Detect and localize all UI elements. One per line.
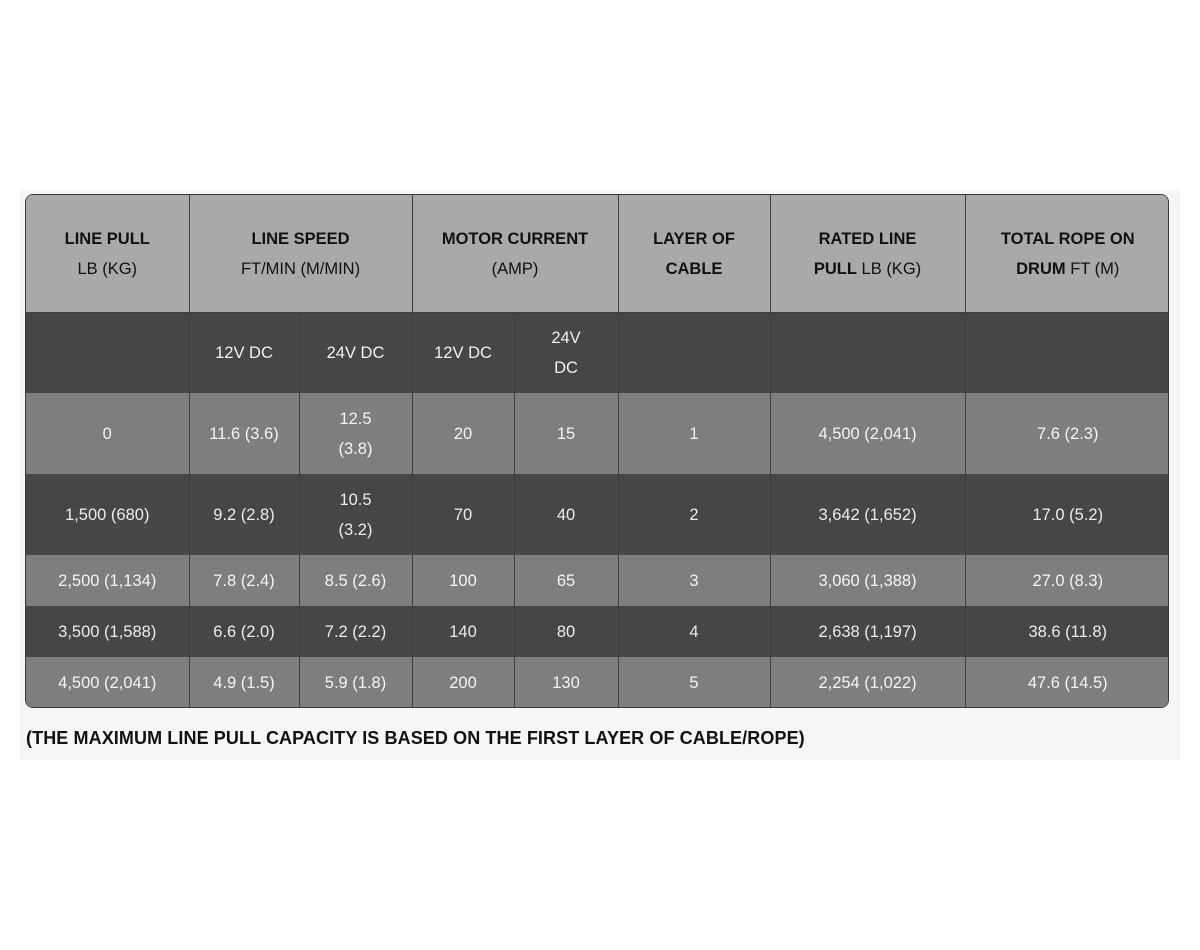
subheader-current-24v: 24V DC <box>514 313 618 394</box>
header-layer-of-cable: LAYER OF CABLE <box>618 195 770 313</box>
cell-layer: 5 <box>618 657 770 708</box>
cell-total-rope: 17.0 (5.2) <box>965 474 1169 555</box>
cell-line-pull: 4,500 (2,041) <box>26 657 189 708</box>
cell-current-24v: 40 <box>514 474 618 555</box>
cell-line-pull: 1,500 (680) <box>26 474 189 555</box>
cell-current-12v: 70 <box>412 474 514 555</box>
cell-line-pull: 0 <box>26 393 189 474</box>
table-row <box>26 474 1169 555</box>
capacity-note: (THE MAXIMUM LINE PULL CAPACITY IS BASED ON THE FIRST LAYER OF CABLE/ROPE) <box>26 728 805 748</box>
cell-current-12v: 20 <box>412 393 514 474</box>
cell-current-24v: 65 <box>514 555 618 606</box>
cell-layer: 2 <box>618 474 770 555</box>
cell-speed-12v: 7.8 (2.4) <box>189 555 299 606</box>
subheader-empty <box>26 313 189 394</box>
cell-current-24v: 80 <box>514 606 618 657</box>
cell-speed-12v: 6.6 (2.0) <box>189 606 299 657</box>
table-row <box>26 657 1169 708</box>
cell-total-rope: 27.0 (8.3) <box>965 555 1169 606</box>
table-row <box>26 393 1169 474</box>
cell-rated-line-pull: 4,500 (2,041) <box>770 393 965 474</box>
subheader-speed-12v: 12V DC <box>189 313 299 394</box>
cell-layer: 4 <box>618 606 770 657</box>
subheader-empty <box>965 313 1169 394</box>
header-line-speed: LINE SPEED FT/MIN (M/MIN) <box>189 195 412 313</box>
cell-speed-24v: 10.5 (3.2) <box>299 474 412 555</box>
subheader-empty <box>770 313 965 394</box>
subheader-speed-24v: 24V DC <box>299 313 412 394</box>
table-row <box>26 606 1169 657</box>
header-rated-line-pull: RATED LINE PULL LB (KG) <box>770 195 965 313</box>
cell-current-24v: 15 <box>514 393 618 474</box>
cell-current-12v: 140 <box>412 606 514 657</box>
subheader-current-12v: 12V DC <box>412 313 514 394</box>
header-line-pull: LINE PULL LB (KG) <box>26 195 189 313</box>
header-total-rope: TOTAL ROPE ON DRUM FT (M) <box>965 195 1169 313</box>
cell-speed-24v: 5.9 (1.8) <box>299 657 412 708</box>
cell-current-24v: 130 <box>514 657 618 708</box>
cell-rated-line-pull: 2,254 (1,022) <box>770 657 965 708</box>
cell-speed-12v: 9.2 (2.8) <box>189 474 299 555</box>
cell-total-rope: 7.6 (2.3) <box>965 393 1169 474</box>
cell-total-rope: 47.6 (14.5) <box>965 657 1169 708</box>
cell-line-pull: 2,500 (1,134) <box>26 555 189 606</box>
cell-current-12v: 100 <box>412 555 514 606</box>
subheader-row <box>26 313 1169 394</box>
cell-layer: 3 <box>618 555 770 606</box>
cell-speed-12v: 4.9 (1.5) <box>189 657 299 708</box>
cell-total-rope: 38.6 (11.8) <box>965 606 1169 657</box>
header-motor-current: MOTOR CURRENT (AMP) <box>412 195 618 313</box>
cell-current-12v: 200 <box>412 657 514 708</box>
cell-line-pull: 3,500 (1,588) <box>26 606 189 657</box>
cell-speed-24v: 8.5 (2.6) <box>299 555 412 606</box>
table-row <box>26 555 1169 606</box>
cell-speed-24v: 12.5 (3.8) <box>299 393 412 474</box>
subheader-empty <box>618 313 770 394</box>
cell-rated-line-pull: 3,060 (1,388) <box>770 555 965 606</box>
cell-rated-line-pull: 2,638 (1,197) <box>770 606 965 657</box>
winch-spec-table <box>25 194 1169 708</box>
cell-speed-24v: 7.2 (2.2) <box>299 606 412 657</box>
cell-layer: 1 <box>618 393 770 474</box>
cell-speed-12v: 11.6 (3.6) <box>189 393 299 474</box>
cell-rated-line-pull: 3,642 (1,652) <box>770 474 965 555</box>
header-row <box>26 195 1169 313</box>
